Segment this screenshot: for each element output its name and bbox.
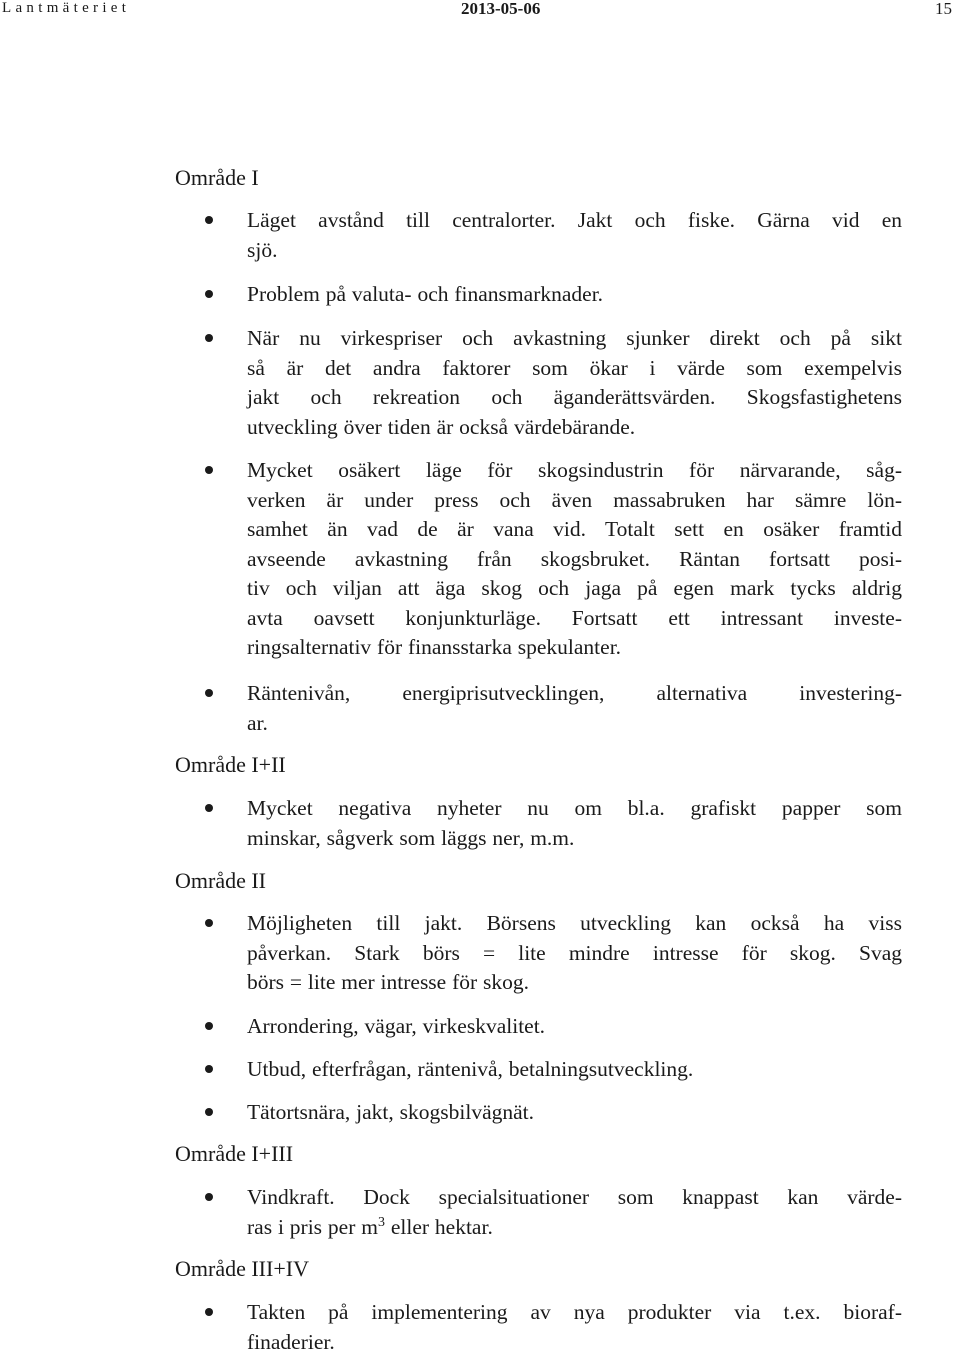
- section-heading-omrade-i: Område I: [175, 163, 259, 193]
- list-item-line: Mycket negativa nyheter nu om bl.a. grafiskt papper som: [247, 794, 902, 824]
- list-item-line: jakt och rekreation och äganderättsvärden. Skogsfastighetens: [247, 383, 902, 413]
- list-item-line: så är det andra faktorer som ökar i värde som exempelvis: [247, 354, 902, 384]
- list-item-line: Arrondering, vägar, virkeskvalitet.: [247, 1012, 902, 1042]
- list-item-line: verken är under press och även massabruken har sämre lön-: [247, 486, 902, 516]
- section-heading-omrade-i-ii: Område I+II: [175, 750, 286, 780]
- list-item-line: samhet än vad de är vana vid. Totalt sett en osäker framtid: [247, 515, 902, 545]
- list-item-line: börs = lite mer intresse för skog.: [247, 968, 902, 998]
- list-item-line: ar.: [247, 709, 902, 739]
- list-item-line: Möjligheten till jakt. Börsens utveckling kan också ha viss: [247, 909, 902, 939]
- section-heading-omrade-i-iii: Område I+III: [175, 1139, 293, 1169]
- list-item-line: finaderier.: [247, 1328, 902, 1357]
- page-header: [0, 0, 960, 24]
- list-item-line: Läget avstånd till centralorter. Jakt och fiske. Gärna vid en: [247, 206, 902, 236]
- list-item-line: avseende avkastning från skogsbruket. Räntan fortsatt posi-: [247, 545, 902, 575]
- list-item-line: påverkan. Stark börs = lite mindre intresse för skog. Svag: [247, 939, 902, 969]
- bullet-icon: [205, 334, 213, 342]
- list-item-line: Utbud, efterfrågan, räntenivå, betalningsutveckling.: [247, 1055, 902, 1085]
- bullet-icon: [205, 919, 213, 927]
- list-item-line: tiv och viljan att äga skog och jaga på egen mark tycks aldrig: [247, 574, 902, 604]
- page-number: 15: [935, 0, 952, 19]
- bullet-icon: [205, 466, 213, 474]
- list-item-line: Mycket osäkert läge för skogsindustrin för närvarande, såg-: [247, 456, 902, 486]
- list-item-line: Takten på implementering av nya produkter via t.ex. bioraf-: [247, 1298, 902, 1328]
- list-item-line: sjö.: [247, 236, 902, 266]
- list-item-line: ringsalternativ för finansstarka spekulanter.: [247, 633, 902, 663]
- bullet-icon: [205, 1193, 213, 1201]
- bullet-icon: [205, 1308, 213, 1316]
- bullet-icon: [205, 1108, 213, 1116]
- document-date: 2013-05-06: [461, 0, 540, 19]
- list-item-line: Tätortsnära, jakt, skogsbilvägnät.: [247, 1098, 902, 1128]
- list-item-line: Problem på valuta- och finansmarknader.: [247, 280, 902, 310]
- list-item-line: Vindkraft. Dock specialsituationer som knappast kan värde-: [247, 1183, 902, 1213]
- list-item-line: minskar, sågverk som läggs ner, m.m.: [247, 824, 902, 854]
- list-item-line: ras i pris per $m^3$ eller hektar.: [247, 1213, 902, 1243]
- list-item-line: När nu virkespriser och avkastning sjunker direkt och på sikt: [247, 324, 902, 354]
- bullet-icon: [205, 689, 213, 697]
- section-heading-omrade-iii-iv: Område III+IV: [175, 1254, 309, 1284]
- section-heading-omrade-ii: Område II: [175, 866, 266, 896]
- organization-name: Lantmäteriet: [2, 0, 130, 17]
- superscript-3: 3: [378, 1215, 385, 1230]
- bullet-icon: [205, 804, 213, 812]
- bullet-icon: [205, 216, 213, 224]
- bullet-icon: [205, 1022, 213, 1030]
- list-item-line: avta oavsett konjunkturläge. Fortsatt ett intressant investe-: [247, 604, 902, 634]
- bullet-icon: [205, 290, 213, 298]
- bullet-icon: [205, 1065, 213, 1073]
- list-item-line: utveckling över tiden är också värdebärande.: [247, 413, 902, 443]
- list-item-line: Räntenivån, energiprisutvecklingen, alternativa investering-: [247, 679, 902, 709]
